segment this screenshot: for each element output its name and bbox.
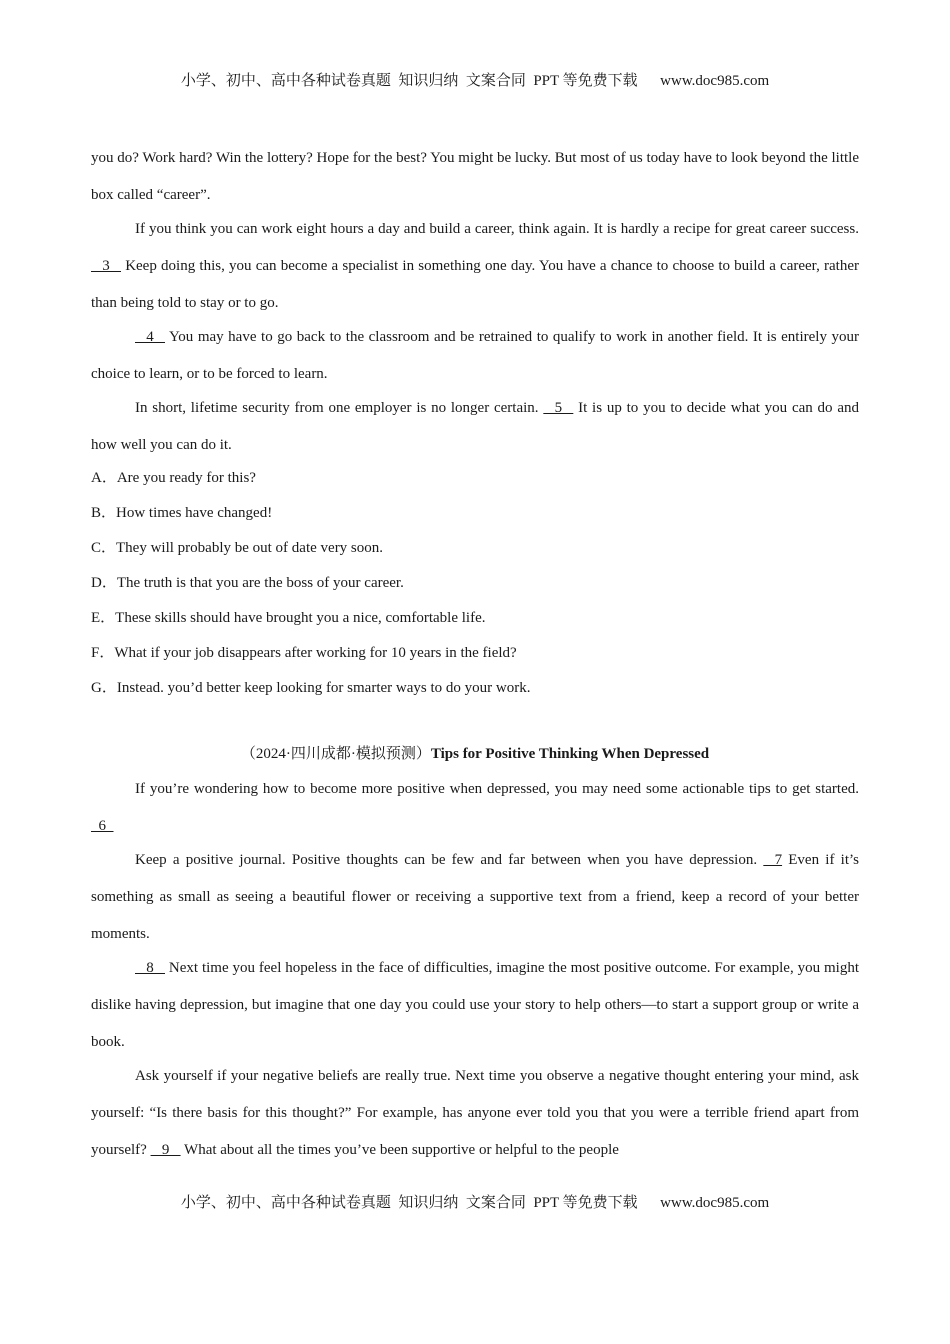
paragraph [91,950,859,1061]
paragraph-text: If you think you can work eight hours a day and build a career, think again. It is hardly a recipe for great career success. [135,221,859,237]
paragraph-text: Keep doing this, you can become a specialist in something one day. You have a chance to choose to build a career, rather than being told to stay or to go. [91,258,859,311]
option-c: C．They will probably be out of date very soon. [91,540,384,556]
blank-6: 6 [91,818,114,834]
page-footer: 小学、初中、高中各种试卷真题 知识归纳 文案合同 PPT 等免费下载 www.doc985.com [180,1195,770,1211]
paragraph [91,319,859,393]
blank-9: 9 [150,1142,181,1158]
passage-title [91,736,859,773]
paragraph-text: In short, lifetime security from one employer is no longer certain. [135,400,544,416]
option-b: B．How times have changed! [91,505,273,521]
blank-8: 8 [135,960,165,976]
blank-5: 5 [543,400,574,416]
paragraph-text: If you’re wondering how to become more positive when depressed, you may need some actionable tips to get started. [135,781,859,797]
option-f: F．What if your job disappears after working for 10 years in the field? [91,645,517,661]
document-body [91,140,859,1166]
blank-3: 3 [91,258,121,274]
paragraph [91,771,859,845]
option-g: G．Instead. you’d better keep looking for smarter ways to do your work. [91,680,531,696]
paragraph [91,1058,859,1169]
option-e: E．These skills should have brought you a nice, comfortable life. [91,610,486,626]
option-a: A．Are you ready for this? [91,470,256,486]
page-header: 小学、初中、高中各种试卷真题 知识归纳 文案合同 PPT 等免费下载 www.doc985.com [180,73,770,89]
paragraph: you do? Work hard? Win the lottery? Hope for the best? You might be lucky. But most of us today have to look beyond the little box called “career”. [91,150,859,203]
passage-title-text: Tips for Positive Thinking When Depressed [430,746,710,762]
blank-4: 4 [135,329,165,345]
paragraph-text: What about all the times you’ve been supportive or helpful to the people [180,1142,619,1158]
paragraph-text: It is up to you to decide what you can do and how well you can do it. [91,400,859,453]
paragraph-text: Ask yourself if your negative beliefs are really true. Next time you observe a negative thought entering your mind, ask yourself: “Is there basis for this thought?” For example, has anyone ever told you that you were a terrible friend apart from yourself? [91,1068,859,1158]
blank-7: 7 [763,852,783,868]
paragraph [91,390,859,464]
paragraph-text: Next time you feel hopeless in the face of difficulties, imagine the most positive outcome. For example, you might dislike having depression, but imagine that one day you could use your story to help others—to start a support group or write a book. [91,960,859,1050]
passage-source: （2024·四川成都·模拟预测） [240,746,431,762]
paragraph-text: You may have to go back to the classroom and be retrained to qualify to work in another field. It is entirely your choice to learn, or to be forced to learn. [91,329,859,382]
option-d: D．The truth is that you are the boss of your career. [91,575,404,591]
paragraph [91,211,859,322]
paragraph-text: Even if it’s something as small as seeing a beautiful flower or receiving a supportive text from a friend, keep a record of your better moments. [91,852,860,942]
paragraph-text: Keep a positive journal. Positive thoughts can be few and far between when you have depression. [135,852,764,868]
options-list [91,461,859,706]
paragraph [91,842,859,953]
